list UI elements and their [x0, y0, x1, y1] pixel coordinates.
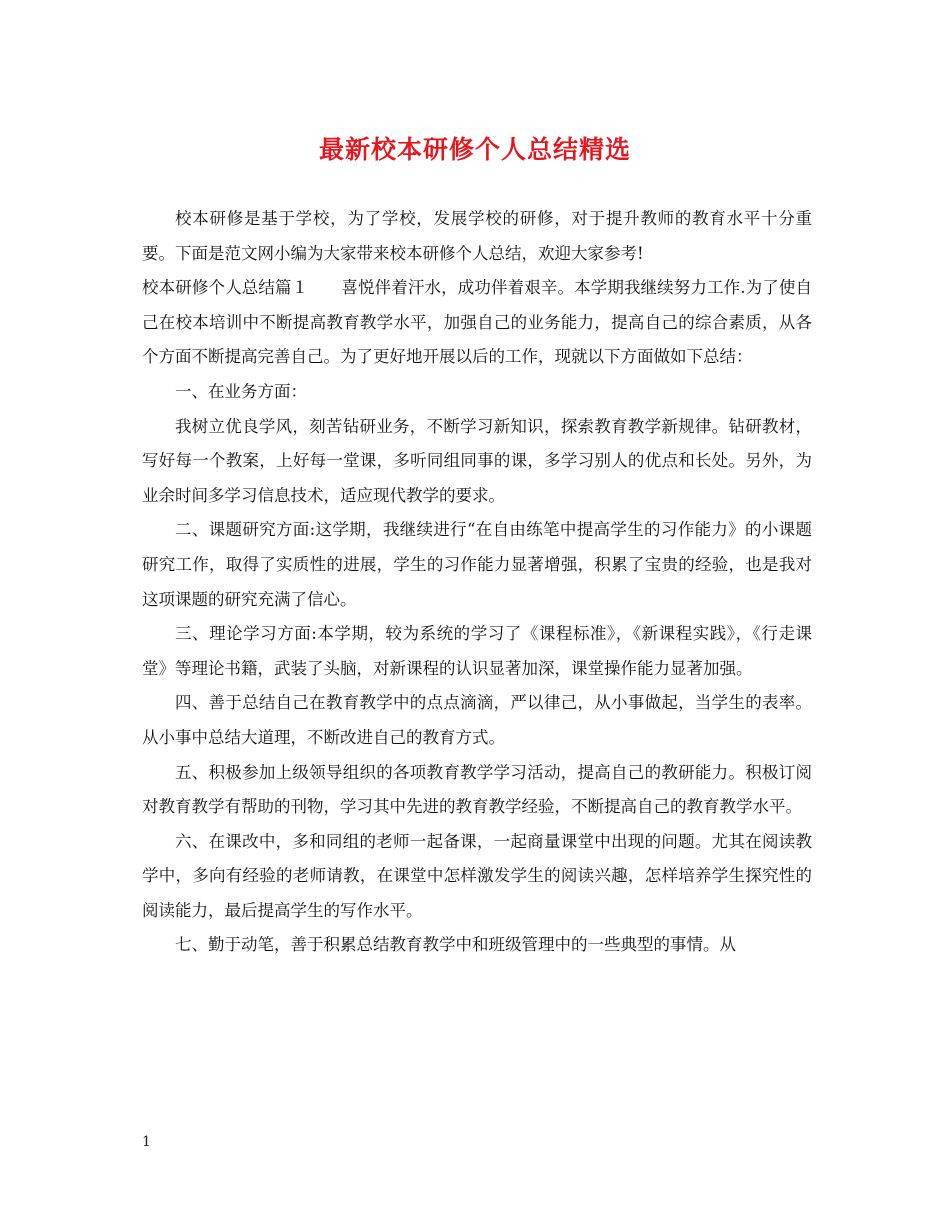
paragraph-research: 二、课题研究方面:这学期，我继续进行“在自由练笔中提高学生的习作能力》的小课题研究工作，取得了实质性的进展，学生的习作能力显著增强，积累了宝贵的经验，也是我对这项课题的研究充满了信心。: [142, 520, 812, 609]
document-title: 最新校本研修个人总结精选: [318, 135, 631, 164]
paragraph-theory: 三、理论学习方面:本学期，较为系统的学习了《课程标准》，《新课程实践》，《行走课堂》等理论书籍，武装了头脑，对新课程的认识显著加深，课堂操作能力显著加强。: [142, 624, 812, 678]
paragraph-business-heading: 一、在业务方面：: [175, 381, 307, 401]
document-body: [142, 202, 812, 963]
section-heading-paragraph: 校本研修个人总结篇１ 喜悦伴着汗水，成功伴着艰辛。本学期我继续努力工作.为了使自己在校本培训中不断提高教育教学水平，加强自己的业务能力，提高自己的综合素质，从各个方面不断提高完善自己。为了更好地开展以后的工作，现就以下方面做如下总结：: [142, 278, 812, 367]
page-number: 1: [142, 1134, 151, 1150]
paragraph-reform: 六、在课改中，多和同组的老师一起备课，一起商量课堂中出现的问题。尤其在阅读教学中，多向有经验的老师请教，在课堂中怎样激发学生的阅读兴趣，怎样培养学生探究性的阅读能力，最后提高学生的写作水平。: [142, 831, 812, 920]
intro-paragraph: 校本研修是基于学校，为了学校，发展学校的研修，对于提升教师的教育水平十分重要。下面是范文网小编为大家带来校本研修个人总结，欢迎大家参考!: [142, 209, 812, 263]
paragraph-summary: 四、善于总结自己在教育教学中的点点滴滴，严以律己，从小事做起，当学生的表率。从小事中总结大道理，不断改进自己的教育方式。: [142, 693, 812, 747]
paragraph-activities: 五、积极参加上级领导组织的各项教育教学学习活动，提高自己的教研能力。积极订阅对教育教学有帮助的刊物，学习其中先进的教育教学经验，不断提高自己的教育教学水平。: [142, 762, 812, 817]
paragraph-business: 我树立优良学风，刻苦钻研业务，不断学习新知识，探索教育教学新规律。钻研教材，写好每一个教案，上好每一堂课，多听同组同事的课，多学习别人的优点和长处。另外，为业余时间多学习信息技术，适应现代教学的要求。: [142, 416, 812, 505]
paragraph-writing: 七、勤于动笔，善于积累总结教育教学中和班级管理中的一些典型的事情。从: [175, 935, 736, 955]
